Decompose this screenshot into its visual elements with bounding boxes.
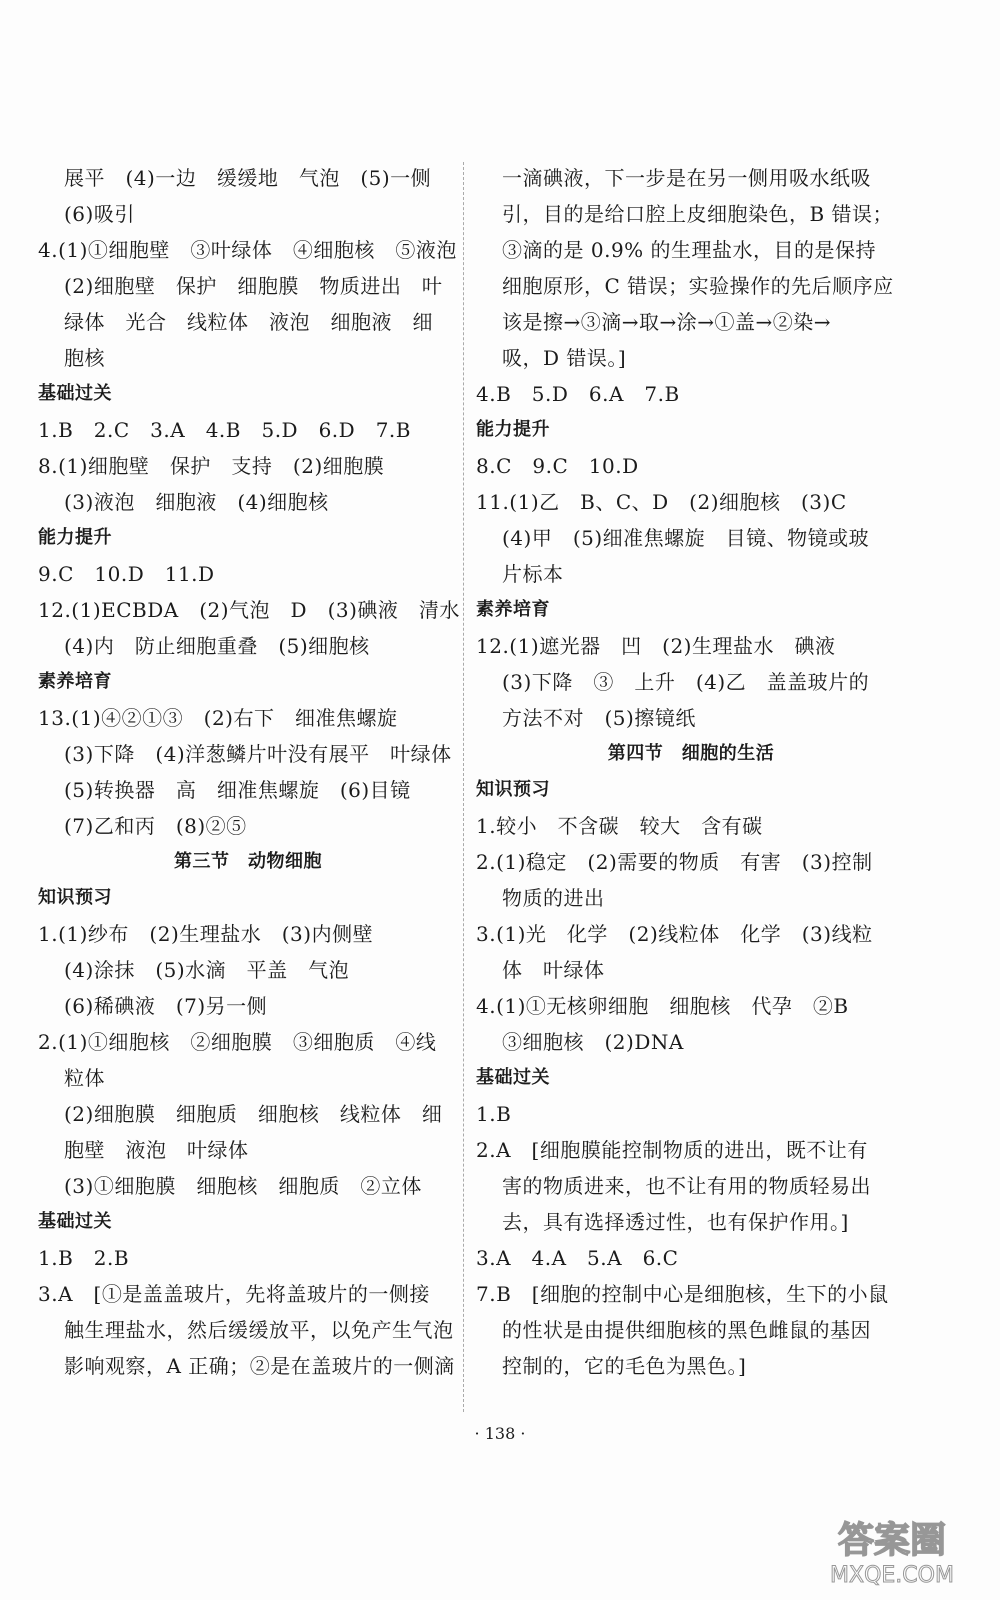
column-divider — [463, 162, 464, 1412]
answer-line: ③细胞核 (2)DNA — [502, 1030, 684, 1054]
section-heading: 能力提升 — [476, 419, 550, 440]
answer-line: 4.(1)①细胞壁 ③叶绿体 ④细胞核 ⑤液泡 — [38, 238, 457, 262]
answer-line: (2)细胞膜 细胞质 细胞核 线粒体 细 — [64, 1102, 443, 1126]
watermark-text: 答案圈 — [837, 1520, 947, 1561]
answer-line: 7.B [细胞的控制中心是细胞核，生下的小鼠 — [476, 1282, 889, 1306]
answer-line: 1.B — [476, 1102, 512, 1126]
answer-line: 4.B 5.D 6.A 7.B — [476, 382, 680, 406]
answer-line: (3)①细胞膜 细胞核 细胞质 ②立体 — [64, 1174, 422, 1198]
answer-line: (4)甲 (5)细准焦螺旋 目镜、物镜或玻 — [502, 526, 870, 550]
answer-line: (6)吸引 — [64, 202, 135, 226]
answer-line: (5)转换器 高 细准焦螺旋 (6)目镜 — [64, 778, 411, 802]
answer-line: 吸，D 错误。] — [502, 346, 627, 370]
answer-line: 去，具有选择透过性，也有保护作用。] — [502, 1210, 849, 1234]
section-heading: 基础过关 — [38, 1211, 112, 1232]
section-title: 第三节 动物细胞 — [174, 851, 322, 872]
answer-line: 片标本 — [502, 562, 564, 586]
answer-line: 绿体 光合 线粒体 液泡 细胞液 细 — [64, 310, 433, 334]
answer-line: 物质的进出 — [502, 886, 605, 910]
answer-line: 体 叶绿体 — [502, 958, 605, 982]
answer-line: 2.(1)稳定 (2)需要的物质 有害 (3)控制 — [476, 850, 873, 874]
watermark-logo — [802, 1510, 982, 1590]
answer-line: 一滴碘液，下一步是在另一侧用吸水纸吸 — [502, 166, 871, 190]
answer-line: (7)乙和丙 (8)②⑤ — [64, 814, 247, 838]
answer-line: (3)下降 ③ 上升 (4)乙 盖盖玻片的 — [502, 670, 870, 694]
answer-line: 8.(1)细胞壁 保护 支持 (2)细胞膜 — [38, 454, 385, 478]
answer-line: (6)稀碘液 (7)另一侧 — [64, 994, 268, 1018]
answer-line: 触生理盐水，然后缓缓放平，以免产生气泡 — [64, 1318, 454, 1342]
answer-line: 展平 (4)一边 缓缓地 气泡 (5)一侧 — [64, 166, 432, 190]
answer-line: (4)内 防止细胞重叠 (5)细胞核 — [64, 634, 370, 658]
answer-line: 引，目的是给口腔上皮细胞染色，B 错误； — [502, 202, 894, 226]
answer-line: 2.(1)①细胞核 ②细胞膜 ③细胞质 ④线 — [38, 1030, 437, 1054]
answer-line: 2.A [细胞膜能控制物质的进出，既不让有 — [476, 1138, 868, 1162]
answer-line: 13.(1)④②①③ (2)右下 细准焦螺旋 — [38, 706, 398, 730]
answer-line: 1.(1)纱布 (2)生理盐水 (3)内侧壁 — [38, 922, 374, 946]
answer-line: 3.A 4.A 5.A 6.C — [476, 1246, 679, 1270]
answer-line: 8.C 9.C 10.D — [476, 454, 639, 478]
section-heading: 基础过关 — [38, 383, 112, 404]
answer-line: 胞壁 液泡 叶绿体 — [64, 1138, 249, 1162]
section-heading: 素养培育 — [38, 671, 112, 692]
answer-line: 的性状是由提供细胞核的黑色雌鼠的基因 — [502, 1318, 871, 1342]
section-title: 第四节 细胞的生活 — [607, 743, 775, 764]
answer-line: 害的物质进来，也不让有用的物质轻易出 — [502, 1174, 871, 1198]
answer-line: 11.(1)乙 B、C、D (2)细胞核 (3)C — [476, 490, 847, 514]
answer-line: (4)涂抹 (5)水滴 平盖 气泡 — [64, 958, 350, 982]
answer-line: 该是擦→③滴→取→涂→①盖→②染→ — [502, 310, 832, 334]
answer-line: 9.C 10.D 11.D — [38, 562, 215, 586]
answer-line: 粒体 — [64, 1066, 105, 1090]
section-heading: 知识预习 — [476, 779, 550, 800]
answer-line: 3.A [①是盖盖玻片，先将盖玻片的一侧接 — [38, 1282, 430, 1306]
answer-line: 1.B 2.C 3.A 4.B 5.D 6.D 7.B — [38, 418, 411, 442]
answer-line: 细胞原形，C 错误；实验操作的先后顺序应 — [502, 274, 894, 298]
answer-line: 1.B 2.B — [38, 1246, 130, 1270]
answer-line: ③滴的是 0.9% 的生理盐水，目的是保持 — [502, 238, 877, 262]
watermark-sub: MXQE.COM — [830, 1563, 954, 1588]
answer-line: (3)下降 (4)洋葱鳞片叶没有展平 叶绿体 — [64, 742, 452, 766]
answer-line: 胞核 — [64, 346, 105, 370]
answer-line: 影响观察，A 正确；②是在盖玻片的一侧滴 — [64, 1354, 455, 1378]
answer-line: 3.(1)光 化学 (2)线粒体 化学 (3)线粒 — [476, 922, 873, 946]
answer-line: 4.(1)①无核卵细胞 细胞核 代孕 ②B — [476, 994, 849, 1018]
answer-line: (3)液泡 细胞液 (4)细胞核 — [64, 490, 329, 514]
answer-line: 控制的，它的毛色为黑色。] — [502, 1354, 747, 1378]
section-heading: 素养培育 — [476, 599, 550, 620]
page-number: · 138 · — [474, 1424, 526, 1443]
answer-line: 12.(1)遮光器 凹 (2)生理盐水 碘液 — [476, 634, 836, 658]
answer-line: 1.较小 不含碳 较大 含有碳 — [476, 814, 763, 838]
answer-line: 12.(1)ECBDA (2)气泡 D (3)碘液 清水 — [38, 598, 460, 622]
answer-line: (2)细胞壁 保护 细胞膜 物质进出 叶 — [64, 274, 443, 298]
section-heading: 知识预习 — [38, 887, 112, 908]
answer-line: 方法不对 (5)擦镜纸 — [502, 706, 696, 730]
section-heading: 基础过关 — [476, 1067, 550, 1088]
section-heading: 能力提升 — [38, 527, 112, 548]
